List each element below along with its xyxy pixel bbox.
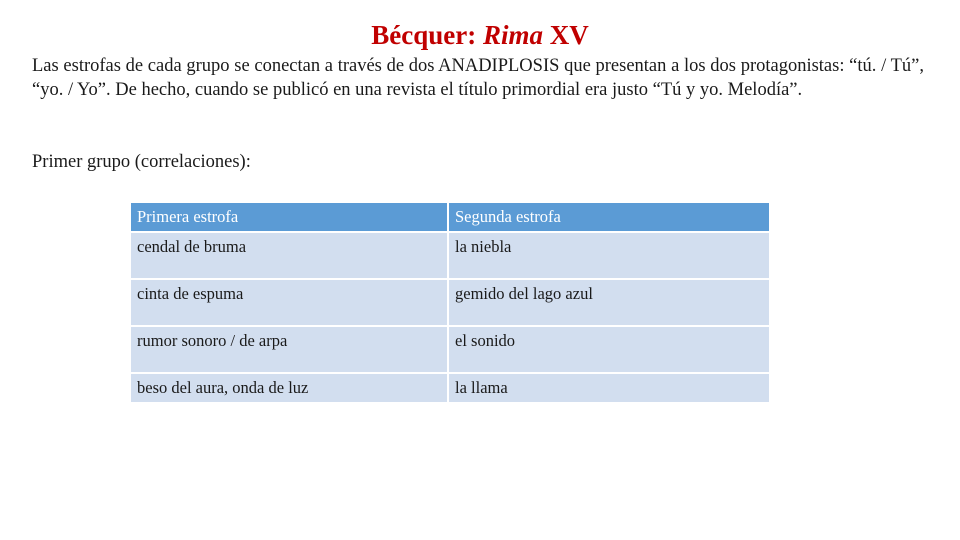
table-cell: beso del aura, onda de luz (130, 373, 448, 403)
table-cell: la niebla (448, 232, 770, 279)
table-row (130, 279, 770, 326)
table-header-row (130, 202, 770, 232)
table-cell: el sonido (448, 326, 770, 373)
intro-paragraph: Las estrofas de cada grupo se conectan a través de dos ANADIPLOSIS que presentan a los dos protagonistas: “tú. / Tú”, “yo. / Yo”. De hecho, cuando se publicó en una revista el título primordial era justo “Tú y yo. Melodía”. (32, 56, 924, 100)
title-rima: Rima (482, 20, 543, 50)
title-author: Bécquer: (371, 20, 483, 50)
table-row (130, 326, 770, 373)
title-number: XV (542, 20, 589, 50)
group-label: Primer grupo (correlaciones): (32, 152, 251, 172)
correlations-table (129, 201, 771, 404)
table-cell: la llama (448, 373, 770, 403)
header-primera-estrofa: Primera estrofa (130, 202, 448, 232)
table-cell: rumor sonoro / de arpa (130, 326, 448, 373)
table-cell: gemido del lago azul (448, 279, 770, 326)
table-cell: cendal de bruma (130, 232, 448, 279)
table-cell: cinta de espuma (130, 279, 448, 326)
table-row (130, 232, 770, 279)
header-segunda-estrofa: Segunda estrofa (448, 202, 770, 232)
slide-title (0, 20, 960, 51)
table-row (130, 373, 770, 403)
